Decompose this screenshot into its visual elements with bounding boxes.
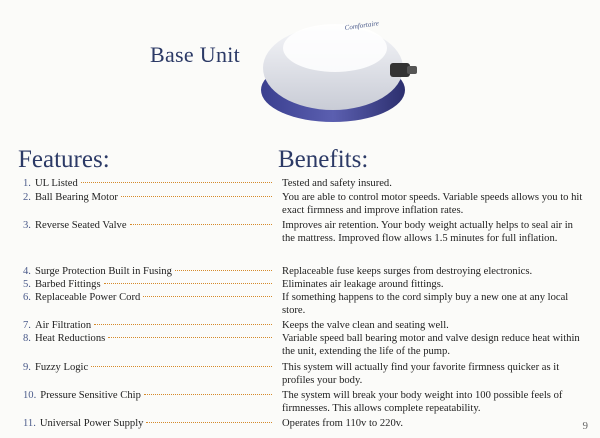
leader-dots bbox=[144, 394, 272, 395]
benefit-text: If something happens to the cord simply buy a new one at any local store. bbox=[282, 292, 569, 316]
feature-label: UL Listed bbox=[34, 178, 78, 189]
leader-dots bbox=[91, 366, 272, 367]
pump-base-unit-image bbox=[255, 8, 425, 128]
feature-label: Ball Bearing Motor bbox=[34, 192, 118, 203]
benefit-text: Operates from 110v to 220v. bbox=[282, 418, 404, 429]
item-number: 1. bbox=[23, 178, 31, 189]
leader-dots bbox=[175, 270, 272, 271]
leader-dots bbox=[108, 337, 272, 338]
feature-label: Barbed Fittings bbox=[34, 279, 101, 290]
feature-label: Reverse Seated Valve bbox=[34, 220, 127, 231]
benefit-text: This system will actually find your favorite firmness quicker as it profiles your body. bbox=[282, 362, 560, 386]
item-number: 6. bbox=[23, 292, 31, 303]
feature-label: Fuzzy Logic bbox=[34, 362, 89, 373]
leader-dots bbox=[104, 283, 272, 284]
benefit-text: Tested and safety insured. bbox=[282, 178, 392, 189]
feature-label: Replaceable Power Cord bbox=[34, 292, 141, 303]
features-heading: Features: bbox=[18, 146, 110, 173]
item-number: 10. bbox=[23, 390, 37, 401]
leader-dots bbox=[143, 296, 272, 297]
item-number: 5. bbox=[23, 279, 31, 290]
brand-logo-text: Comfortaire bbox=[344, 19, 380, 32]
leader-dots bbox=[94, 324, 272, 325]
page-title: Base Unit bbox=[150, 42, 241, 67]
item-number: 4. bbox=[23, 266, 31, 277]
feature-label: Universal Power Supply bbox=[39, 418, 144, 429]
leader-dots bbox=[130, 224, 272, 225]
page-number: 9 bbox=[582, 420, 588, 432]
feature-label: Pressure Sensitive Chip bbox=[40, 390, 141, 401]
item-number: 3. bbox=[23, 220, 31, 231]
benefit-text: The system will break your body weight into 100 possible feels of firmnesses. This allows complete repeatability. bbox=[282, 390, 563, 414]
leader-dots bbox=[81, 182, 272, 183]
feature-label: Heat Reductions bbox=[34, 333, 106, 344]
benefit-text: Keeps the valve clean and seating well. bbox=[282, 320, 449, 331]
leader-dots bbox=[146, 422, 272, 423]
item-number: 7. bbox=[23, 320, 31, 331]
item-number: 2. bbox=[23, 192, 31, 203]
benefits-heading: Benefits: bbox=[278, 146, 369, 173]
benefit-text: You are able to control motor speeds. Variable speeds allows you to hit exact firmness and improve inflation rates. bbox=[282, 192, 583, 216]
item-number: 8. bbox=[23, 333, 31, 344]
feature-label: Surge Protection Built in Fusing bbox=[34, 266, 172, 277]
benefit-text: Improves air retention. Your body weight actually helps to seal air in the mattress. Improved flow allows 1.5 minutes for full inflation. bbox=[282, 220, 573, 244]
item-number: 11. bbox=[23, 418, 36, 429]
item-number: 9. bbox=[23, 362, 31, 373]
feature-label: Air Filtration bbox=[34, 320, 92, 331]
benefit-text: Replaceable fuse keeps surges from destroying electronics. bbox=[282, 266, 533, 277]
leader-dots bbox=[121, 196, 272, 197]
benefit-text: Eliminates air leakage around fittings. bbox=[282, 279, 444, 290]
benefit-text: Variable speed ball bearing motor and valve design reduce heat within the unit, extending the life of the pump. bbox=[282, 333, 580, 357]
